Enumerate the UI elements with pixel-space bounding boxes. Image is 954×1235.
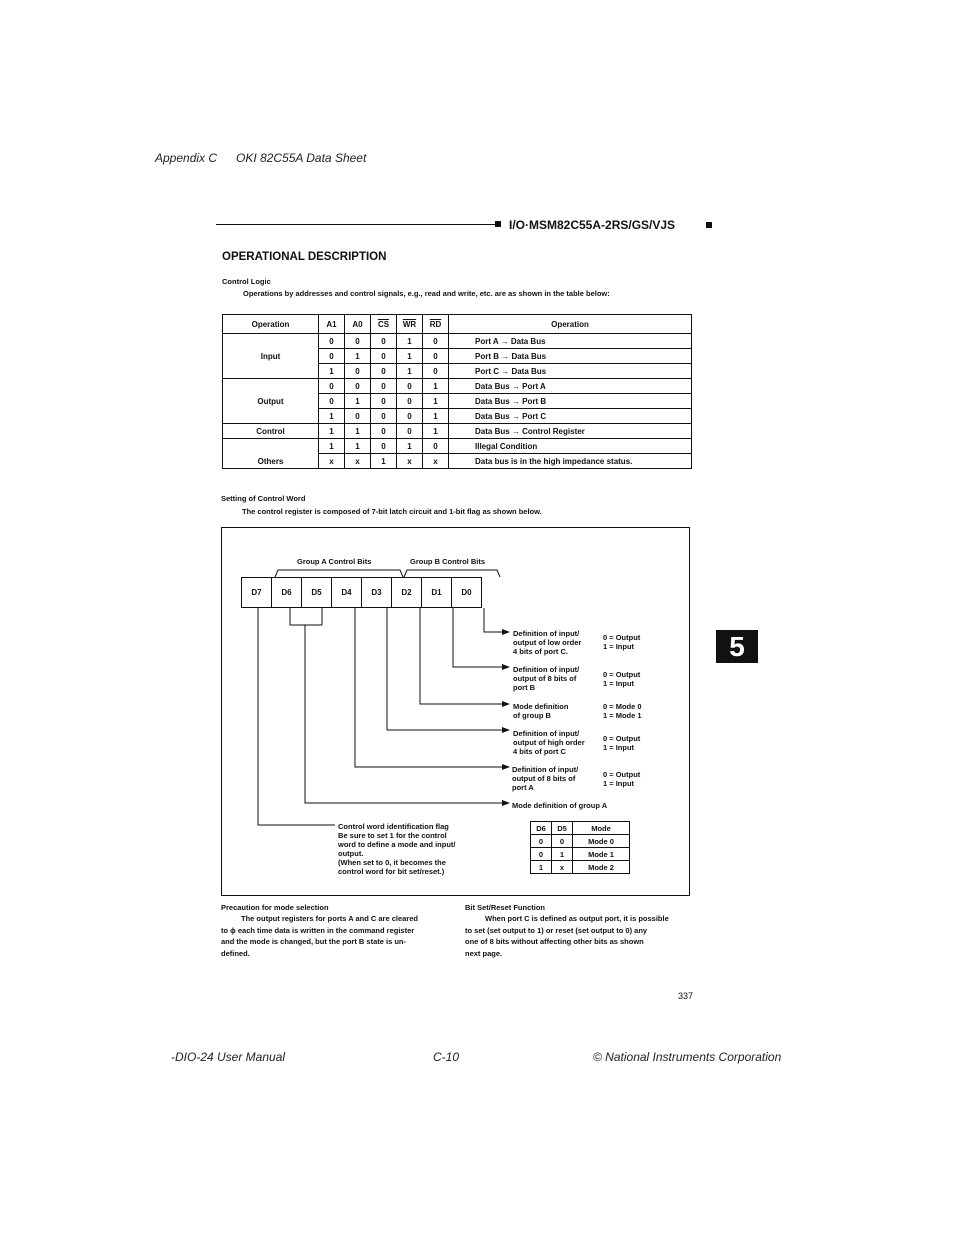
bitset-text	[465, 913, 693, 959]
cell: Data Bus → Control Register	[449, 424, 692, 439]
cell: Data Bus → Port A	[449, 379, 692, 394]
cell: Mode 0	[573, 835, 630, 848]
page-number: 337	[678, 991, 694, 1001]
bit-cell: D6	[271, 577, 302, 608]
cell: x	[345, 454, 371, 469]
table-header-row	[531, 822, 630, 835]
option-line: 1 = Input	[603, 642, 635, 651]
options-mode-group-b	[603, 702, 642, 720]
cell: 0	[319, 379, 345, 394]
definition-line: Definition of input/	[512, 765, 579, 774]
cell: Data Bus → Port B	[449, 394, 692, 409]
footer-center: C-10	[433, 1050, 460, 1064]
para-line: and the mode is changed, but the port B state is un-	[221, 937, 407, 946]
options-port-a	[603, 770, 640, 788]
cell: 0	[552, 835, 573, 848]
definition-port-c-high	[513, 729, 585, 756]
col-header: $\overline{RD}$	[423, 315, 449, 334]
section-title: OPERATIONAL DESCRIPTION	[222, 251, 387, 263]
definition-line: output of 8 bits of	[512, 774, 576, 783]
cell: 0	[345, 409, 371, 424]
definition-line: of group B	[513, 711, 551, 720]
definition-line: Mode definition	[513, 702, 569, 711]
cell: 1	[397, 349, 423, 364]
note-line: output.	[338, 849, 364, 858]
para-line: defined.	[221, 948, 250, 958]
col-header: A1	[319, 315, 345, 334]
option-line: 0 = Output	[603, 770, 641, 779]
group-a-label: Group A Control Bits	[297, 557, 372, 566]
table-row	[531, 848, 630, 861]
document-title: OKI 82C55A Data Sheet	[236, 151, 367, 165]
cell: 1	[552, 848, 573, 861]
group-cell: Control	[223, 424, 319, 439]
bitset-heading: Bit Set/Reset Function	[465, 903, 546, 912]
cell: 0	[345, 379, 371, 394]
cell: 1	[423, 409, 449, 424]
cell: Illegal Condition	[449, 439, 692, 454]
note-line: (When set to 0, it becomes the	[338, 858, 446, 867]
para-line: to ϕ each time data is written in the command register	[221, 925, 415, 935]
para-line: to set (set output to 1) or reset (set output to 0) any	[465, 925, 648, 935]
note-line: word to define a mode and input/	[338, 840, 456, 849]
bit-cell: D2	[391, 577, 422, 608]
cell: 1	[319, 364, 345, 379]
para-line: The output registers for ports A and C are cleared	[241, 914, 418, 923]
chip-title: I/O·MSM82C55A-2RS/GS/VJS	[509, 218, 676, 232]
option-line: 1 = Input	[603, 743, 635, 752]
table-row	[531, 861, 630, 874]
group-cell: Others	[223, 439, 319, 469]
cell: 1	[531, 861, 552, 874]
cell: 0	[531, 848, 552, 861]
cell: 0	[423, 364, 449, 379]
col-header: D5	[552, 822, 573, 835]
option-line: 1 = Input	[603, 679, 635, 688]
table-row	[531, 835, 630, 848]
precaution-heading: Precaution for mode selection	[221, 903, 329, 912]
cell: 0	[319, 394, 345, 409]
cell: Port A → Data Bus	[449, 334, 692, 349]
col-header: $\overline{CS}$	[371, 315, 397, 334]
cell: 1	[397, 364, 423, 379]
precaution-text	[221, 913, 449, 959]
cell: 0	[397, 424, 423, 439]
footer-left: -DIO-24 User Manual	[171, 1050, 286, 1064]
definition-port-a	[512, 765, 578, 792]
bit-cell: D4	[331, 577, 362, 608]
group-cell: Output	[223, 379, 319, 424]
cell: 1	[423, 379, 449, 394]
option-line: 0 = Output	[603, 670, 641, 679]
option-line: 0 = Mode 0	[603, 702, 642, 711]
cell: 1	[319, 439, 345, 454]
cell: 0	[319, 349, 345, 364]
col-header: $\overline{WR}$	[397, 315, 423, 334]
definition-line: Definition of input/	[513, 665, 580, 674]
cell: 0	[371, 379, 397, 394]
cell: 1	[319, 409, 345, 424]
para-line: one of 8 bits without affecting other bits as shown	[465, 937, 644, 946]
cell: 0	[371, 334, 397, 349]
cell: 1	[423, 394, 449, 409]
cell: x	[423, 454, 449, 469]
cell: 0	[371, 409, 397, 424]
col-header: A0	[345, 315, 371, 334]
definition-line: Definition of input/	[513, 629, 580, 638]
definition-mode-group-b	[513, 702, 568, 720]
definition-line: Definition of input/	[513, 729, 580, 738]
control-logic-intro: Operations by addresses and control signals, e.g., read and write, etc. are as shown in the table below:	[243, 289, 610, 298]
col-header: D6	[531, 822, 552, 835]
definition-line: 4 bits of port C.	[513, 647, 568, 656]
group-cell: Input	[223, 334, 319, 379]
bit-cell: D0	[451, 577, 482, 608]
cell: Data Bus → Port C	[449, 409, 692, 424]
definition-port-c-low	[513, 629, 581, 656]
flag-note	[338, 822, 456, 876]
group-b-label: Group B Control Bits	[410, 557, 485, 566]
appendix-label: Appendix C	[155, 151, 218, 165]
cell: 0	[345, 334, 371, 349]
cell: 0	[371, 439, 397, 454]
section-tab: 5	[716, 630, 758, 663]
definition-line: 4 bits of port C	[513, 747, 566, 756]
bit-cell: D1	[421, 577, 452, 608]
bit-cell: D7	[241, 577, 272, 608]
col-header: Operation	[223, 315, 319, 334]
cell: 1	[345, 439, 371, 454]
cell: 0	[371, 424, 397, 439]
definition-line: port B	[513, 683, 536, 692]
cell: 0	[397, 409, 423, 424]
cell: 1	[345, 424, 371, 439]
cell: x	[397, 454, 423, 469]
cell: 1	[345, 394, 371, 409]
cell: 0	[345, 364, 371, 379]
cell: 0	[397, 394, 423, 409]
cell: 0	[531, 835, 552, 848]
cell: 0	[371, 349, 397, 364]
cell: 1	[345, 349, 371, 364]
cell: Mode 1	[573, 848, 630, 861]
cell: 1	[423, 424, 449, 439]
definition-mode-group-a: Mode definition of group A	[512, 801, 608, 810]
definition-line: output of low order	[513, 638, 582, 647]
options-port-c-high	[603, 734, 640, 752]
cell: Port C → Data Bus	[449, 364, 692, 379]
option-line: 0 = Output	[603, 633, 641, 642]
cell: Port B → Data Bus	[449, 349, 692, 364]
cell: Data bus is in the high impedance status.	[449, 454, 692, 469]
cell: Mode 2	[573, 861, 630, 874]
col-header: Mode	[573, 822, 630, 835]
definition-line: output of high order	[513, 738, 585, 747]
bit-cell: D3	[361, 577, 392, 608]
definition-line: port A	[512, 783, 534, 792]
definition-port-b	[513, 665, 579, 692]
cell: 0	[397, 379, 423, 394]
cell: 0	[371, 394, 397, 409]
cell: 1	[397, 334, 423, 349]
cell: 0	[319, 334, 345, 349]
note-line: control word for bit set/reset.)	[338, 867, 445, 876]
col-header: Operation	[449, 315, 692, 334]
cell: 1	[397, 439, 423, 454]
definition-line: output of 8 bits of	[513, 674, 577, 683]
para-line: When port C is defined as output port, it is possible	[485, 914, 669, 923]
cell: 1	[371, 454, 397, 469]
options-port-b	[603, 670, 640, 688]
mode-table	[530, 821, 630, 874]
options-port-c-low	[603, 633, 640, 651]
option-line: 1 = Mode 1	[603, 711, 642, 720]
bit-cell: D5	[301, 577, 332, 608]
control-logic-heading: Control Logic	[222, 277, 271, 286]
cell: x	[319, 454, 345, 469]
note-line: Be sure to set 1 for the control	[338, 831, 447, 840]
cell: 0	[423, 334, 449, 349]
cell: 1	[319, 424, 345, 439]
para-line: next page.	[465, 948, 503, 958]
cell: 0	[423, 439, 449, 454]
control-word-heading: Setting of Control Word	[221, 494, 306, 503]
option-line: 0 = Output	[603, 734, 641, 743]
cell: 0	[423, 349, 449, 364]
cell: x	[552, 861, 573, 874]
option-line: 1 = Input	[603, 779, 635, 788]
control-word-intro: The control register is composed of 7-bit latch circuit and 1-bit flag as shown below.	[242, 507, 542, 516]
note-line: Control word identification flag	[338, 822, 449, 831]
footer-right: © National Instruments Corporation	[593, 1050, 782, 1064]
control-word-bits	[242, 577, 482, 608]
cell: 0	[371, 364, 397, 379]
